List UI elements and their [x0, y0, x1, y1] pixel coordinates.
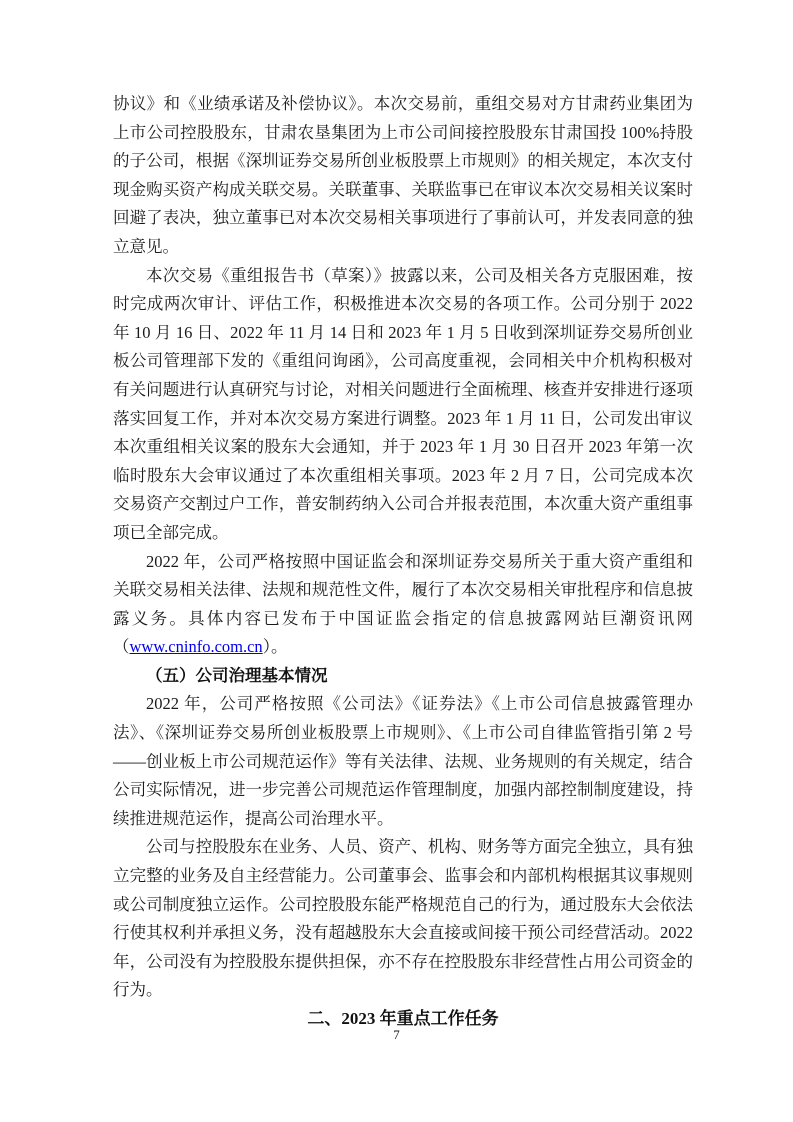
- page-number: 7: [393, 1027, 400, 1042]
- paragraph-disclosure-text: 2022 年，公司严格按照中国证监会和深圳证券交易所关于重大资产重组和关联交易相关法律、法规和规范性文件，履行了本次交易相关审批程序和信息披露义务。具体内容已发布于中国证监会指定的信息披露网站巨潮资讯网（: [113, 551, 693, 657]
- paragraph-disclosure: [113, 548, 693, 662]
- document-body: [113, 90, 693, 1034]
- paragraph-reorg-progress: 本次交易《重组报告书（草案）》披露以来，公司及相关各方克服困难，按时完成两次审计、评估工作，积极推进本次交易的各项工作。公司分别于 2022 年 10 月 16 日、2022 年 11 月 14 日和 2023 年 1 月 5 日收到深圳证券交易所创业板公司管理部下发的《重组问询函》，公司高度重视，会同相关中介机构积极对有关问题进行认真研究与讨论，对相关问题进行全面梳理、核查并安排进行逐项落实回复工作，并对本次交易方案进行调整。2023 年 1 月 11 日，公司发出审议本次重组相关议案的股东大会通知，并于 2023 年 1 月 30 日召开 2023 年第一次临时股东大会审议通过了本次重组相关事项。2023 年 2 月 7 日，公司完成本次交易资产交割过户工作，普安制药纳入公司合并报表范围，本次重大资产重组事项已全部完成。: [113, 265, 693, 542]
- paragraph-governance-compliance: 2022 年，公司严格按照《公司法》《证券法》《上市公司信息披露管理办法》、《深圳证券交易所创业板股票上市规则》、《上市公司自律监管指引第 2 号——创业板上市公司规范运作》等有关法律、法规、业务规则的有关规定，结合公司实际情况，进一步完善公司规范运作管理制度，加强内部控制制度建设，持续推进规范运作，提高公司治理水平。: [113, 694, 693, 828]
- paragraph-agreement-related-transaction: 协议》和《业绩承诺及补偿协议》。本次交易前，重组交易对方甘肃药业集团为上市公司控股股东，甘肃农垦集团为上市公司间接控股股东甘肃国投 100%持股的子公司，根据《深圳证券交易所创业板股票上市规则》的相关规定，本次支付现金购买资产构成关联交易。关联董事、关联监事已在审议本次交易相关议案时回避了表决，独立董事已对本次交易相关事项进行了事前认可，并发表同意的独立意见。: [113, 94, 693, 256]
- paragraph-independence: 公司与控股股东在业务、人员、资产、机构、财务等方面完全独立，具有独立完整的业务及自主经营能力。公司董事会、监事会和内部机构根据其议事规则或公司制度独立运作。公司控股股东能严格规范自己的行为，通过股东大会依法行使其权利并承担义务，没有超越股东大会直接或间接干预公司经营活动。2022 年，公司没有为控股股东提供担保，亦不存在控股股东非经营性占用公司资金的行为。: [113, 837, 693, 1000]
- major-heading-2023-key-tasks: 二、2023 年重点工作任务: [307, 1009, 499, 1028]
- paragraph-disclosure-closing: ）。: [262, 637, 288, 657]
- section-heading-corporate-governance: （五）公司治理基本情况: [146, 665, 328, 685]
- cninfo-website-link[interactable]: www.cninfo.com.cn: [129, 637, 263, 657]
